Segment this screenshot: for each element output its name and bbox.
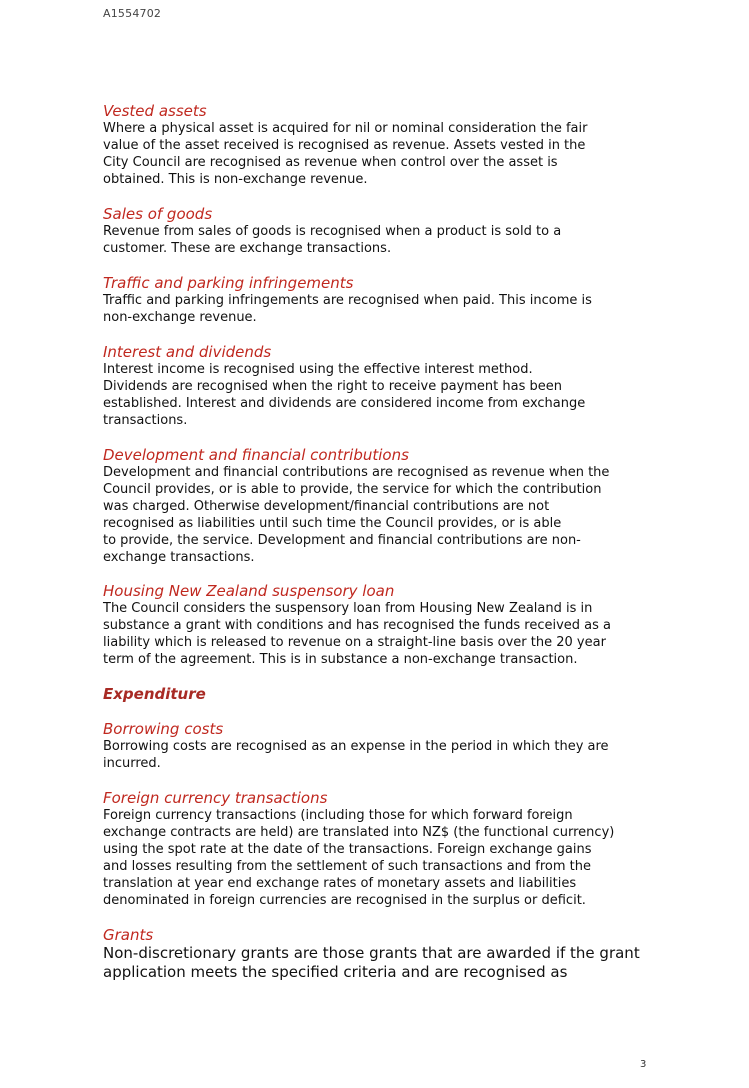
section-heading: Development and financial contributions bbox=[103, 446, 409, 464]
section-body: Foreign currency transactions (including those for which forward foreign exchange contracts are held) are translated into NZ$ (the functional currency) using the spot rate at the date of the transactions. Foreign exchange gains and losses resulting from the settlement of such transactions and from the translation at year end exchange rates of monetary assets and liabilities denominated in foreign currencies are recognised in the surplus or deficit. bbox=[103, 808, 615, 908]
section-traffic-parking bbox=[103, 274, 663, 326]
major-heading: Expenditure bbox=[103, 685, 206, 703]
page-number: 3 bbox=[640, 1059, 647, 1070]
section-heading: Interest and dividends bbox=[103, 343, 272, 361]
section-heading: Traffic and parking infringements bbox=[103, 274, 354, 292]
section-body: The Council considers the suspensory loan from Housing New Zealand is in substance a grant with conditions and has recognised the funds received as a liability which is released to revenue on a straight-line basis over the 20 year term of the agreement. This is in substance a non-exchange transaction. bbox=[103, 601, 611, 667]
section-heading: Grants bbox=[103, 926, 154, 944]
section-heading: Sales of goods bbox=[103, 205, 213, 223]
section-housing-nz-loan bbox=[103, 582, 663, 668]
section-heading: Foreign currency transactions bbox=[103, 789, 328, 807]
section-body: Revenue from sales of goods is recognised when a product is sold to a customer. These are exchange transactions. bbox=[103, 224, 562, 256]
section-borrowing-costs bbox=[103, 720, 663, 772]
section-interest-dividends bbox=[103, 343, 663, 429]
section-vested-assets bbox=[103, 102, 663, 188]
section-development-contributions bbox=[103, 446, 663, 566]
document-body bbox=[103, 102, 663, 982]
section-heading: Vested assets bbox=[103, 102, 207, 120]
section-expenditure bbox=[103, 685, 663, 703]
section-body: Non-discretionary grants are those grants that are awarded if the grant application meets the specified criteria and are recognised as bbox=[103, 944, 640, 981]
section-sales-of-goods bbox=[103, 205, 663, 257]
section-body: Traffic and parking infringements are recognised when paid. This income is non-exchange revenue. bbox=[103, 293, 592, 325]
section-body: Interest income is recognised using the effective interest method. Dividends are recognised when the right to receive payment has been established. Interest and dividends are considered income from exchange transactions. bbox=[103, 362, 586, 428]
section-body: Borrowing costs are recognised as an expense in the period in which they are incurred. bbox=[103, 739, 609, 771]
section-foreign-currency bbox=[103, 789, 663, 909]
section-body: Development and financial contributions are recognised as revenue when the Council provides, or is able to provide, the service for which the contribution was charged. Otherwise development/financial contributions are not recognised as liabilities until such time the Council provides, or is able to provide, the service. Development and financial contributions are non- exchange transactions. bbox=[103, 465, 610, 565]
section-heading: Borrowing costs bbox=[103, 720, 224, 738]
section-body: Where a physical asset is acquired for nil or nominal consideration the fair value of the asset received is recognised as revenue. Assets vested in the City Council are recognised as revenue when control over the asset is obtained. This is non-exchange revenue. bbox=[103, 121, 588, 187]
document-id: A1554702 bbox=[103, 7, 162, 20]
section-grants bbox=[103, 926, 663, 982]
section-heading: Housing New Zealand suspensory loan bbox=[103, 582, 395, 600]
